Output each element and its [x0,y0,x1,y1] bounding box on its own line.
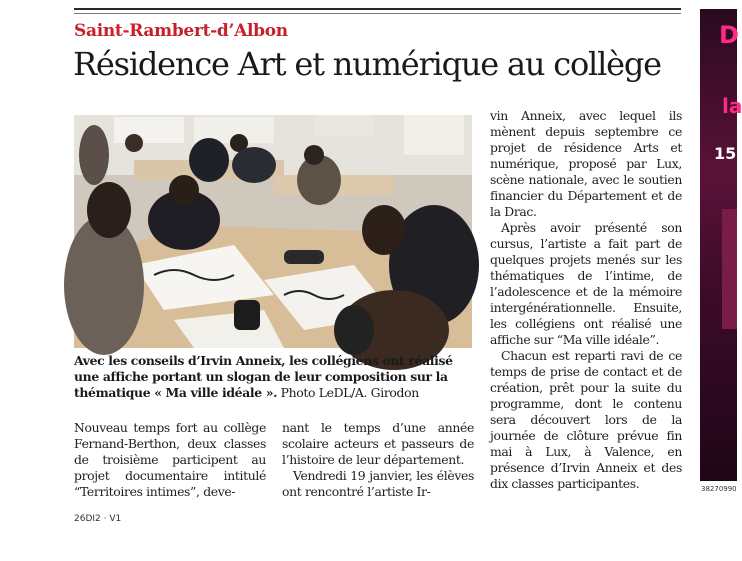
ad-figure [722,209,737,329]
page-code: 26DI2 · V1 [74,514,122,524]
top-rule-thin [74,13,681,14]
ad-letter-mid: la [722,94,742,118]
article-headline: Résidence Art et numérique au collège [73,45,661,83]
col1-paragraph: Nouveau temps fort au collège Fernand-Berthon, deux classes de troisième participent au projet documentaire intitulé “Territoires intimes”, deve- [74,420,266,499]
col2-paragraph-1: nant le temps d’une année scolaire acteurs et passeurs de l’histoire de leur département. [282,420,474,467]
caption-text: Avec les conseils d’Irvin Anneix, les collégiens ont réalisé une affiche portant un slogan de leur composition sur la thématique « Ma ville idéale ». [74,353,453,400]
col3-paragraph-2: Après avoir présenté son cursus, l’artiste a fait part de quelques projets menés sur les thématiques de l’intime, de l’adolescence et de la mémoire intergénérationnelle. Ensuite, les collégiens ont réalisé une affiche sur “Ma ville idéale”. [490,220,682,347]
caption-credit: Photo LeDL/A. Girodon [277,385,419,400]
top-rule [74,8,681,10]
photo-caption [74,353,476,401]
col3-paragraph-1: vin Anneix, avec lequel ils mènent depuis septembre ce projet de résidence Arts et numérique, proposé par Lux, scène nationale, avec le soutien financier du Département et de la Drac. [490,108,682,219]
article-photo [74,115,472,348]
article-kicker: Saint-Rambert-d’Albon [74,21,288,41]
ad-letter-top: D [719,21,739,49]
article-column-2 [282,420,474,500]
ad-reference: 38270990 [701,485,737,493]
col3-paragraph-3: Chacun est reparti ravi de ce temps de prise de contact et de création, prêt pour la suite du programme, dont le contenu sera découvert lors de la journée de clôture prévue fin mai à Lux, à Valence, en présence d’Irvin Anneix et des dix classes participantes. [490,348,682,491]
article-column-3 [490,108,682,492]
article-column-1 [74,420,266,500]
ad-number: 15 [714,144,737,163]
col2-paragraph-2: Vendredi 19 janvier, les élèves ont rencontré l’artiste Ir- [282,468,474,499]
advertisement [700,9,742,481]
